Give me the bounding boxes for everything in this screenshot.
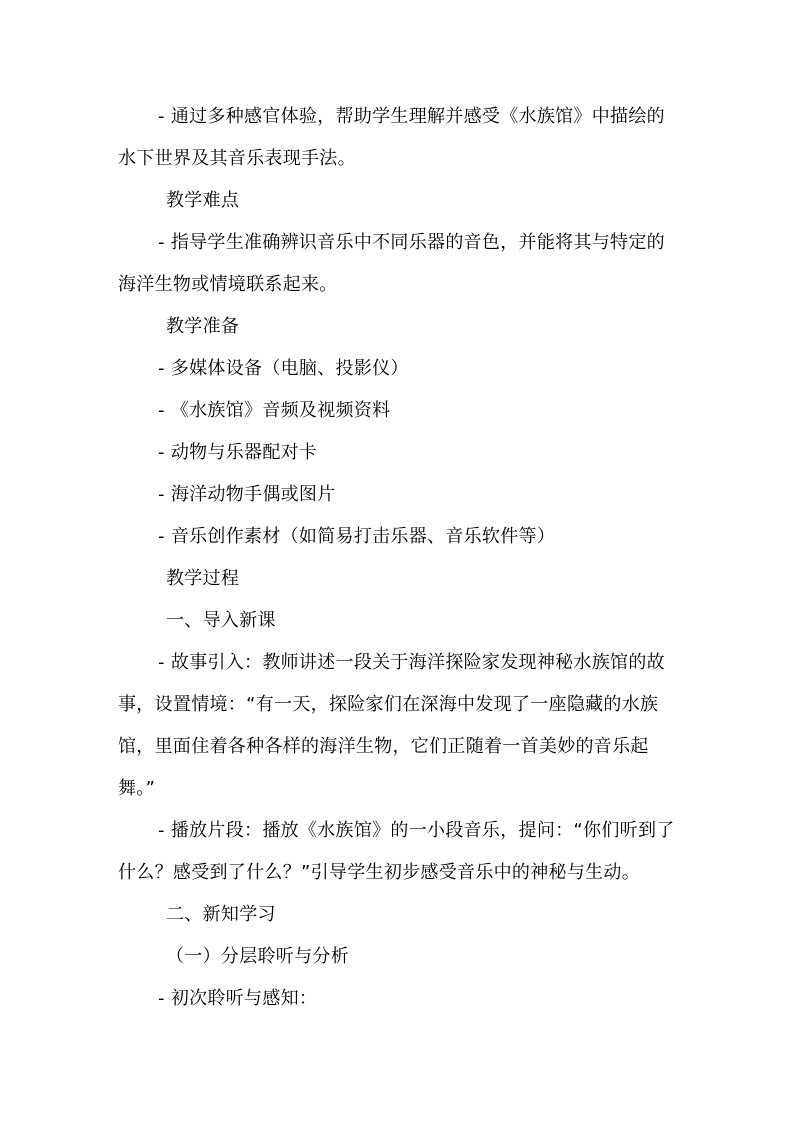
paragraph-objective: - 通过多种感官体验，帮助学生理解并感受《水族馆》中描绘的水下世界及其音乐表现手法。 <box>118 106 665 169</box>
heading-difficulty: 教学难点 <box>166 190 240 211</box>
list-item: - 多媒体设备（电脑、投影仪） <box>158 358 409 379</box>
paragraph-story: - 故事引入：教师讲述一段关于海洋探险家发现神秘水族馆的故事，设置情境：“有一天，探险家们在深海中发现了一座隐藏的水族馆，里面住着各种各样的海洋生物，它们正随着一首美妙的音乐起舞。” <box>118 652 665 799</box>
paragraph-play-clip: - 播放片段：播放《水族馆》的一小段音乐，提问：“你们听到了什么？感受到了什么？”引导学生初步感受音乐中的神秘与生动。 <box>118 820 675 883</box>
heading-new-knowledge: 二、新知学习 <box>166 904 276 925</box>
document-body <box>118 96 678 1020</box>
paragraph-difficulty: - 指导学生准确辨识音乐中不同乐器的音色，并能将其与特定的海洋生物或情境联系起来。 <box>118 232 665 295</box>
list-item: - 音乐创作素材（如简易打击乐器、音乐软件等） <box>158 526 556 547</box>
list-item: - 海洋动物手偶或图片 <box>158 484 336 505</box>
list-item: - 动物与乐器配对卡 <box>158 442 318 463</box>
heading-intro: 一、导入新课 <box>166 610 276 631</box>
heading-process: 教学过程 <box>166 568 240 589</box>
heading-layered-listening: （一）分层聆听与分析 <box>166 946 349 967</box>
list-item: - 《水族馆》音频及视频资料 <box>158 400 391 421</box>
list-item: - 初次聆听与感知： <box>158 988 318 1009</box>
heading-preparation: 教学准备 <box>166 316 240 337</box>
